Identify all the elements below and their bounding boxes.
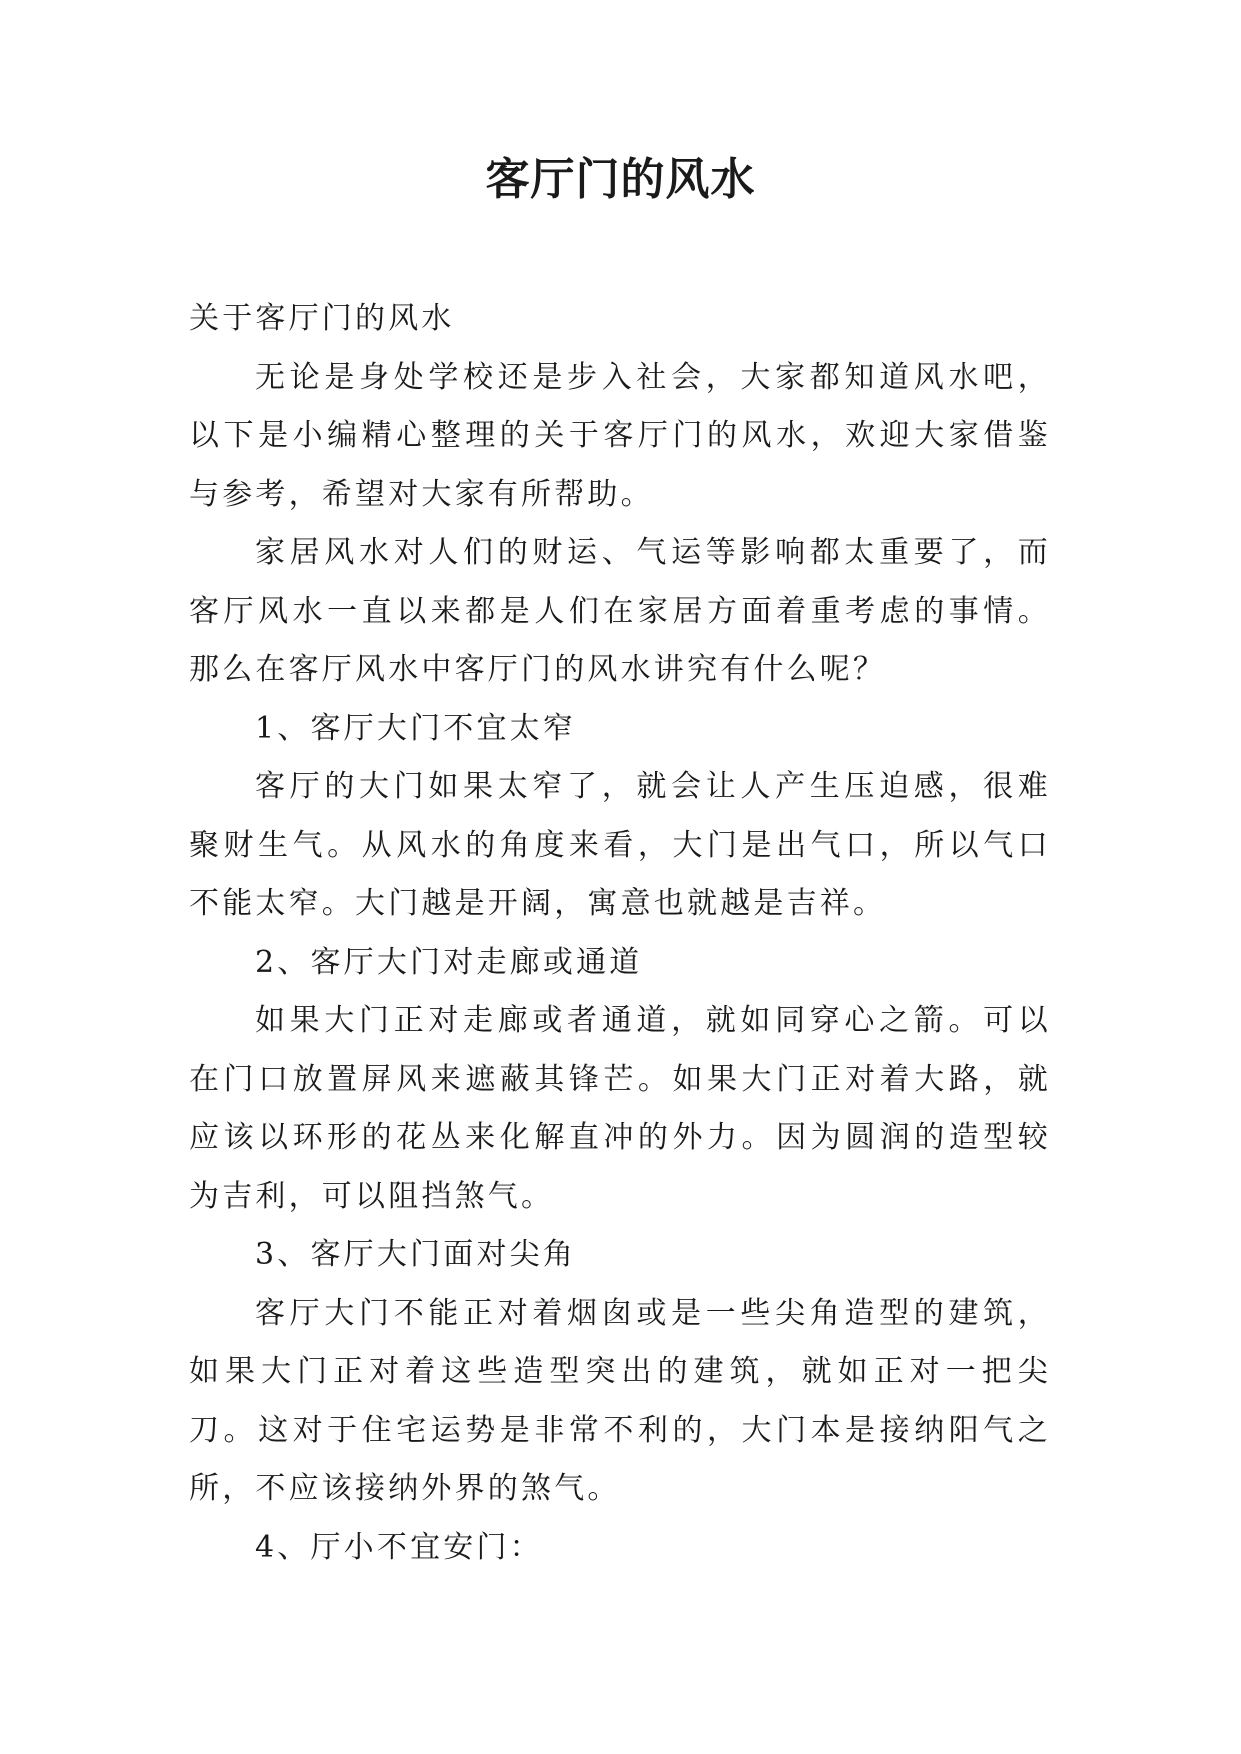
intro-paragraph: 无论是身处学校还是步入社会，大家都知道风水吧，以下是小编精心整理的关于客厅门的风水，欢迎大家借鉴与参考，希望对大家有所帮助。 <box>189 359 1051 512</box>
section-paragraph-2: 如果大门正对走廊或者通道，就如同穿心之箭。可以在门口放置屏风来遮蔽其锋芒。如果大门正对着大路，就应该以环形的花丛来化解直冲的外力。因为圆润的造型较为吉利，可以阻挡煞气。 <box>189 1003 1051 1214</box>
document-body <box>189 290 1051 1577</box>
section-heading-1: 1、客厅大门不宜太窄 <box>255 710 577 746</box>
section-heading-2: 2、客厅大门对走廊或通道 <box>255 944 643 980</box>
section-heading-3: 3、客厅大门面对尖角 <box>255 1237 577 1272</box>
overview-paragraph: 家居风水对人们的财运、气运等影响都太重要了，而客厅风水一直以来都是人们在家居方面着重考虑的事情。那么在客厅风水中客厅门的风水讲究有什么呢？ <box>189 535 1051 687</box>
subtitle-line: 关于客厅门的风水 <box>189 301 455 336</box>
document-title: 客厅门的风水 <box>485 154 756 205</box>
section-paragraph-1: 客厅的大门如果太窄了，就会让人产生压迫感，很难聚财生气。从风水的角度来看，大门是出气口，所以气口不能太窄。大门越是开阔，寓意也就越是吉祥。 <box>189 769 1051 921</box>
section-heading-4: 4、厅小不宜安门： <box>255 1529 543 1565</box>
section-paragraph-3: 客厅大门不能正对着烟囱或是一些尖角造型的建筑，如果大门正对着这些造型突出的建筑，就如正对一把尖刀。这对于住宅运势是非常不利的，大门本是接纳阳气之所，不应该接纳外界的煞气。 <box>189 1295 1051 1506</box>
